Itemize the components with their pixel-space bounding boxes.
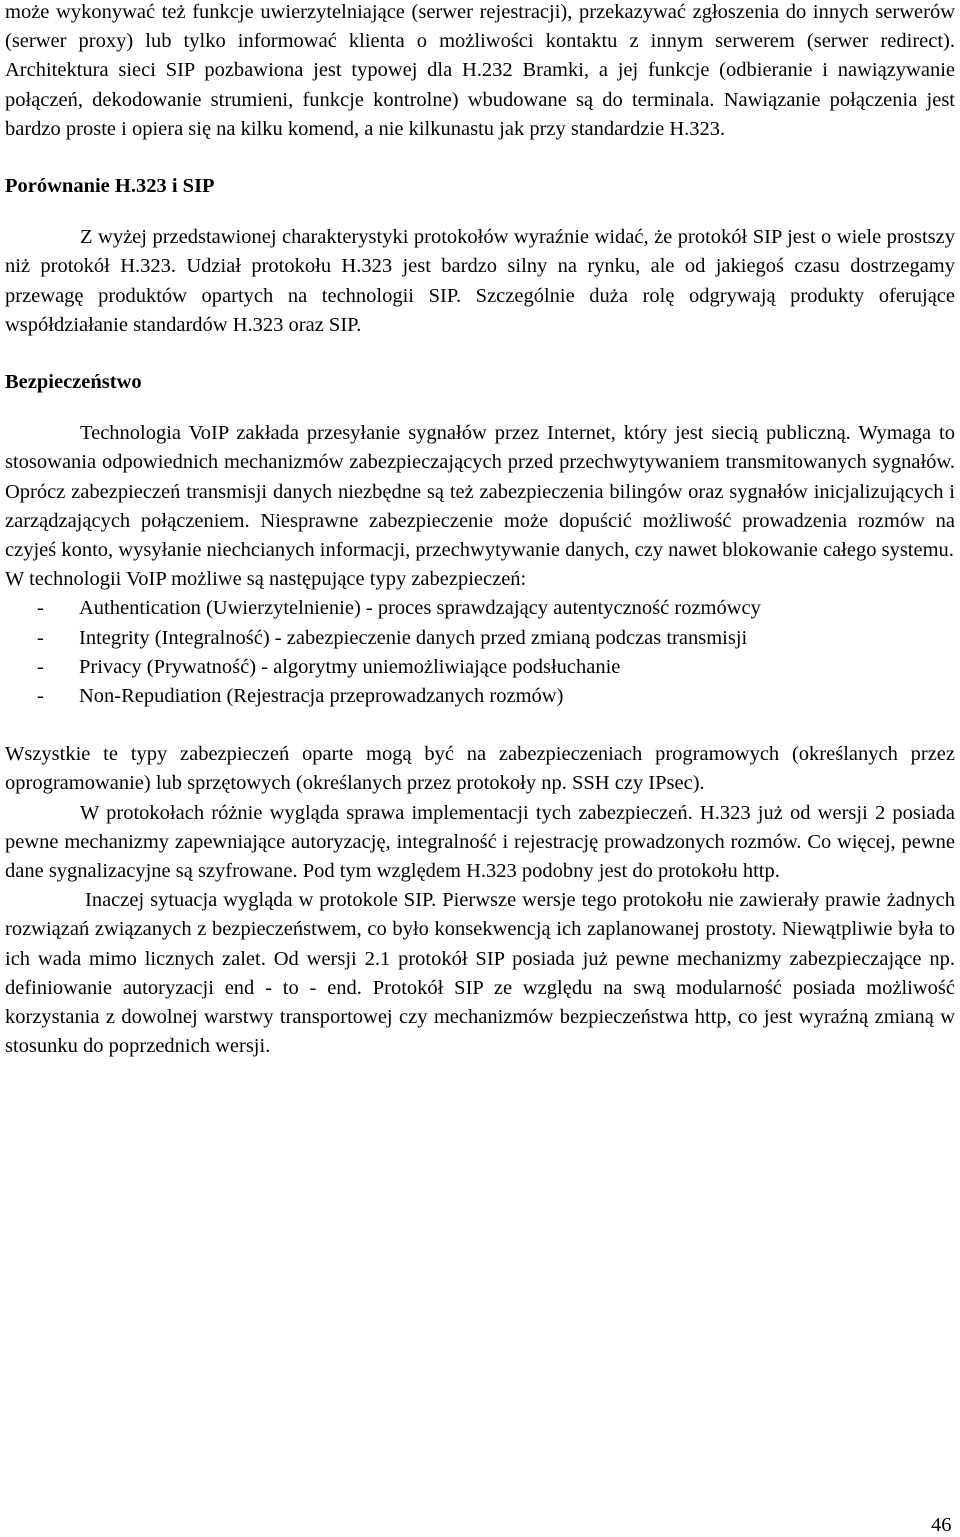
list-item-text: Authentication (Uwierzytelnienie) - proces sprawdzający autentyczność rozmówcy: [79, 597, 761, 620]
security-types-list: [5, 594, 955, 711]
section-heading-security: Bezpieczeństwo: [5, 371, 142, 394]
comparison-paragraph: Z wyżej przedstawionej charakterystyki protokołów wyraźnie widać, że protokół SIP jest o wiele prostszy niż protokół H.323. Udział protokołu H.323 jest bardzo silny na rynku, ale od jakiegoś czasu dostrzegamy przewagę produktów opartych na technologii SIP. Szczególnie duża rolę odgrywają produkty oferujące współdziałanie standardów H.323 oraz SIP.: [5, 226, 955, 336]
list-item: [5, 653, 955, 682]
list-item-text: Integrity (Integralność) - zabezpieczenie danych przed zmianą podczas transmisji: [79, 626, 748, 649]
page-number: 46: [931, 1514, 952, 1536]
list-dash: -: [37, 685, 44, 708]
list-item-text: Privacy (Prywatność) - algorytmy uniemożliwiające podsłuchanie: [79, 655, 621, 678]
list-item-text: Non-Repudiation (Rejestracja przeprowadzanych rozmów): [79, 685, 564, 708]
security-intro-paragraph: Technologia VoIP zakłada przesyłanie sygnałów przez Internet, który jest siecią publiczną. Wymaga to stosowania odpowiednich mechanizmów zabezpieczających przed przechwytywaniem transmitowanych sygnałów. Oprócz zabezpieczeń transmisji danych niezbędne są też zabezpieczenia bilingów oraz sygnałów inicjalizujących i zarządzających połączeniem. Niesprawne zabezpieczenie może dopuścić możliwość prowadzenia rozmów na czyjeś konto, wysyłanie niechcianych informacji, przechwytywanie danych, czy nawet blokowanie całego systemu.: [5, 422, 955, 562]
list-dash: -: [37, 626, 44, 649]
intro-paragraph: może wykonywać też funkcje uwierzytelniające (serwer rejestracji), przekazywać zgłoszenia do innych serwerów (serwer proxy) lub tylko informować klienta o możliwości kontaktu z innym serwerem (serwer redirect). Architektura sieci SIP pozbawiona jest typowej dla H.232 Bramki, a jej funkcje (odbieranie i nawiązywanie połączeń, dekodowanie strumieni, funkcje kontrolne) wbudowane są do terminala. Nawiązanie połączenia jest bardzo proste i opiera się na kilku komend, a nie kilkunastu jak przy standardzie H.323.: [5, 1, 955, 140]
list-item: [5, 624, 955, 653]
security-types-lead: W technologii VoIP możliwe są następujące typy zabezpieczeń:: [5, 568, 527, 591]
sip-security-paragraph: Inaczej sytuacja wygląda w protokole SIP. Pierwsze wersje tego protokołu nie zawierały prawie żadnych rozwiązań związanych z bezpieczeństwem, co było konsekwencją ich zaplanowanej prostoty. Niewątpliwie była to ich wada mimo licznych zalet. Od wersji 2.1 protokół SIP posiada już pewne mechanizmy zabezpieczające np. definiowanie autoryzacji end - to - end. Protokół SIP ze względu na swą modularność posiada możliwość korzystania z dowolnej warstwy transportowej czy mechanizmów bezpieczeństwa http, co jest wyraźną zmianą w stosunku do poprzednich wersji.: [5, 889, 955, 1058]
list-dash: -: [37, 655, 44, 678]
list-item: [5, 682, 955, 711]
list-item: [5, 594, 955, 623]
list-dash: -: [37, 597, 44, 620]
h323-security-paragraph: W protokołach różnie wygląda sprawa implementacji tych zabezpieczeń. H.323 już od wersji 2 posiada pewne mechanizmy zapewniające autoryzację, integralność i rejestrację prowadzonych rozmów. Co więcej, pewne dane sygnalizacyjne są szyfrowane. Pod tym względem H.323 podobny jest do protokołu http.: [5, 801, 955, 883]
all-types-paragraph: Wszystkie te typy zabezpieczeń oparte mogą być na zabezpieczeniach programowych (określanych przez oprogramowanie) lub sprzętowych (określanych przez protokoły np. SSH czy IPsec).: [5, 743, 955, 795]
document-page: [5, 0, 955, 1062]
section-heading-comparison: Porównanie H.323 i SIP: [5, 175, 215, 198]
